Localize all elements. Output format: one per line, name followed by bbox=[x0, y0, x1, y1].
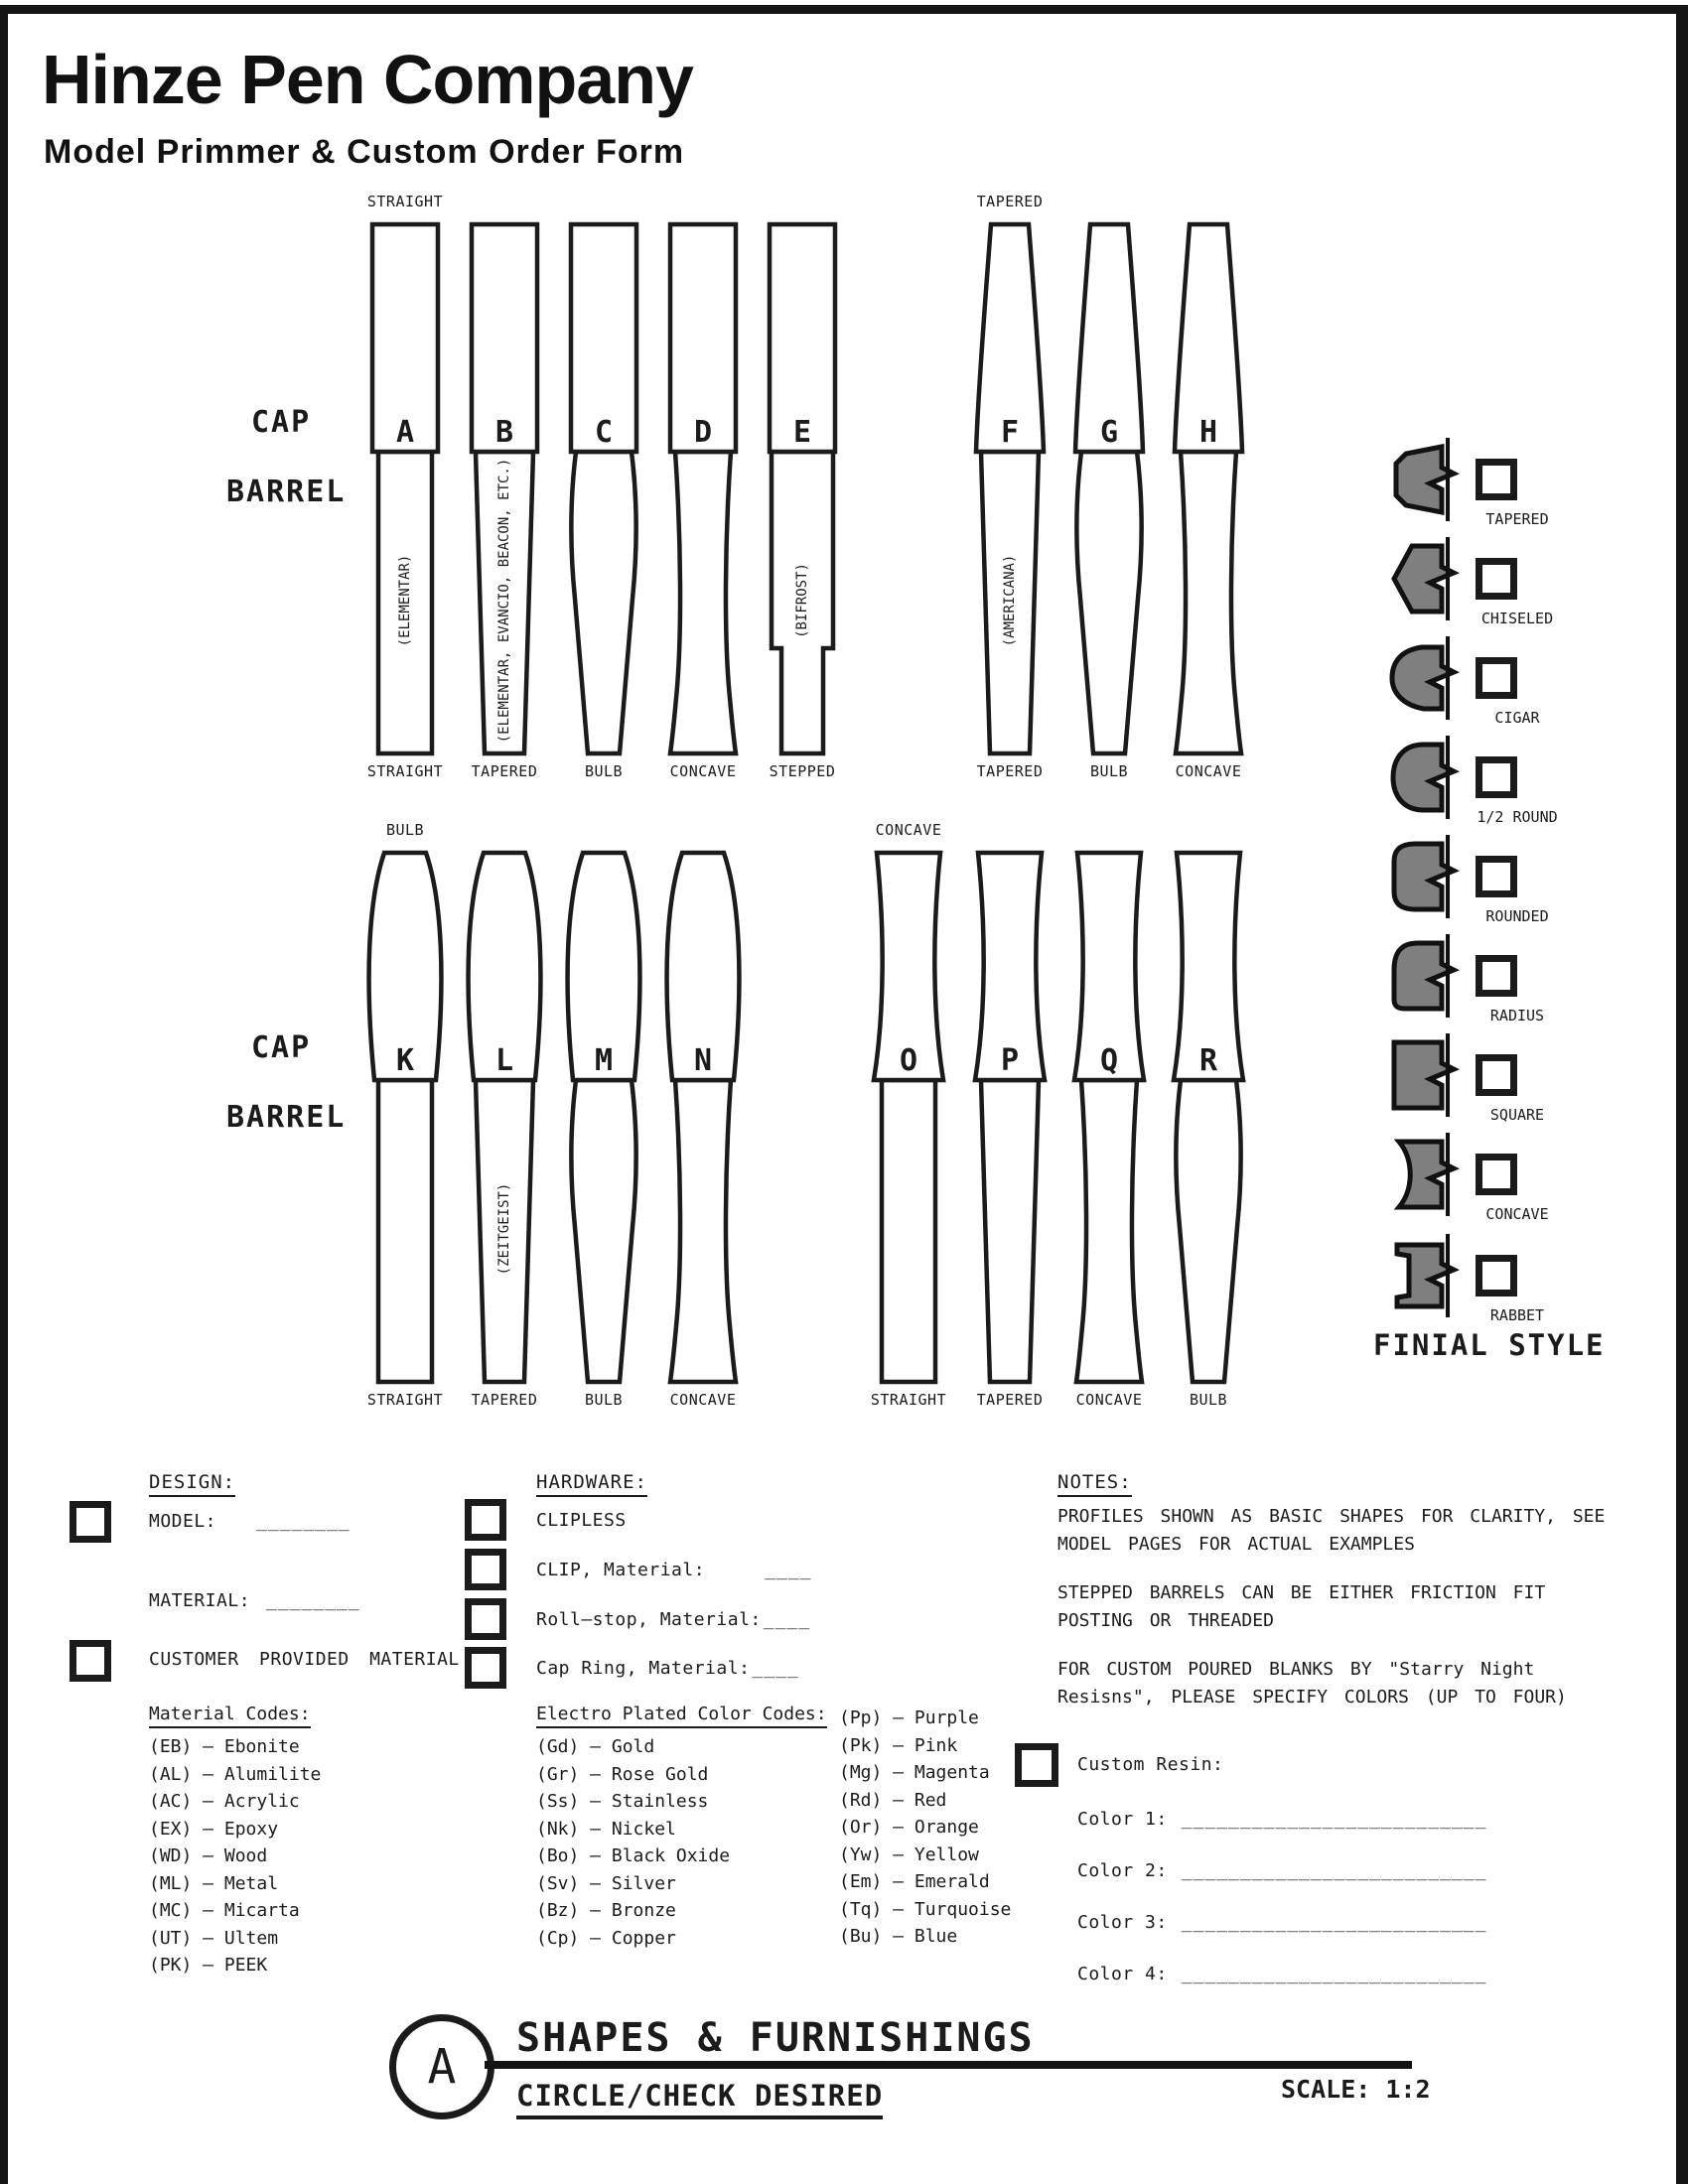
color-row-label: Color 2: bbox=[1077, 1860, 1168, 1881]
plated-codes-heading: Electro Plated Color Codes: bbox=[536, 1704, 827, 1728]
pen-G-profile bbox=[1059, 221, 1159, 757]
barrel-shape-label: TAPERED bbox=[976, 762, 1044, 780]
color-row-3 bbox=[1077, 1912, 1486, 1933]
finial-style-label: CHISELED bbox=[1480, 610, 1554, 627]
hardware-checkbox-0[interactable] bbox=[465, 1499, 506, 1541]
pen-model-vertical-text: (ZEITGEIST) bbox=[496, 1182, 512, 1276]
pen-letter: M bbox=[594, 1043, 614, 1078]
notes-paragraph: FOR CUSTOM POURED BLANKS BY "Starry Night Resisns", PLEASE SPECIFY COLORS (UP TO FOUR) bbox=[1057, 1659, 1567, 1707]
code-list-item: (UT) – Ultem bbox=[149, 1927, 279, 1949]
frame-left bbox=[0, 5, 8, 2184]
code-list-item: (Gr) – Rose Gold bbox=[536, 1763, 709, 1785]
barrel-shape-label: BULB bbox=[584, 762, 624, 780]
pen-M-profile bbox=[554, 850, 653, 1386]
barrel-shape-label: STRAIGHT bbox=[366, 1391, 444, 1409]
finial-style-label: CONCAVE bbox=[1485, 1205, 1549, 1223]
page-subtitle: Model Primmer & Custom Order Form bbox=[44, 133, 685, 171]
color-row-blank[interactable]: __________________________ bbox=[1181, 1964, 1487, 1984]
design-model-label: MODEL: bbox=[149, 1511, 217, 1532]
color-row-label: Color 3: bbox=[1077, 1912, 1168, 1933]
finial-half_round-shape bbox=[1386, 736, 1466, 819]
code-list-item: (WD) – Wood bbox=[149, 1845, 268, 1866]
code-list-item: (MC) – Micarta bbox=[149, 1900, 300, 1921]
code-list-item: (Rd) – Red bbox=[839, 1789, 947, 1811]
pen-P-profile bbox=[960, 850, 1059, 1386]
row1-barrel-label: BARREL bbox=[226, 475, 347, 509]
custom-resin-label: Custom Resin: bbox=[1077, 1754, 1224, 1775]
hardware-item-blank[interactable]: ____ bbox=[763, 1609, 811, 1630]
code-list-item: (PK) – PEEK bbox=[149, 1955, 268, 1976]
pen-letter: O bbox=[899, 1043, 918, 1078]
pen-letter: A bbox=[395, 415, 415, 450]
frame-right bbox=[1676, 5, 1688, 2184]
code-list-item: (Ss) – Stainless bbox=[536, 1791, 709, 1812]
row2-cap-label: CAP bbox=[251, 1030, 312, 1065]
cap-shape-label: BULB bbox=[385, 821, 425, 839]
notes-paragraph: PROFILES SHOWN AS BASIC SHAPES FOR CLARITY, SEE MODEL PAGES FOR ACTUAL EXAMPLES bbox=[1057, 1506, 1606, 1555]
pen-letter: B bbox=[494, 415, 514, 450]
finial-rabbet-checkbox[interactable] bbox=[1476, 1255, 1517, 1297]
cap-shape-label: STRAIGHT bbox=[366, 193, 444, 210]
cap-shape-label: CONCAVE bbox=[875, 821, 942, 839]
pen-letter: L bbox=[494, 1043, 514, 1078]
hardware-item-label: Roll–stop, Material: bbox=[536, 1609, 762, 1630]
hardware-item-blank[interactable]: ____ bbox=[752, 1658, 799, 1679]
finial-style-label: RADIUS bbox=[1489, 1007, 1545, 1024]
footer-divider-line bbox=[485, 2061, 1412, 2069]
code-list-item: (Em) – Emerald bbox=[839, 1871, 990, 1892]
finial-radius-shape bbox=[1386, 934, 1466, 1018]
finial-concave-checkbox[interactable] bbox=[1476, 1154, 1517, 1195]
barrel-shape-label: CONCAVE bbox=[669, 762, 737, 780]
design-material-label: MATERIAL: bbox=[149, 1590, 251, 1611]
color-row-4 bbox=[1077, 1964, 1486, 1984]
code-list-item: (AC) – Acrylic bbox=[149, 1791, 300, 1812]
color-row-blank[interactable]: __________________________ bbox=[1181, 1809, 1487, 1830]
finial-style-label: RABBET bbox=[1489, 1306, 1545, 1324]
page-title: Hinze Pen Company bbox=[42, 41, 693, 118]
barrel-shape-label: CONCAVE bbox=[669, 1391, 737, 1409]
finial-square-shape bbox=[1386, 1033, 1466, 1117]
finial-cigar-shape bbox=[1386, 636, 1466, 720]
barrel-shape-label: TAPERED bbox=[471, 1391, 538, 1409]
hardware-item-label: CLIPLESS bbox=[536, 1510, 627, 1531]
pen-Q-profile bbox=[1059, 850, 1159, 1386]
finial-style-heading: FINIAL STYLE bbox=[1373, 1328, 1606, 1362]
pen-model-vertical-text: (AMERICANA) bbox=[1002, 554, 1018, 647]
design-customer-material-label: CUSTOMER PROVIDED MATERIAL bbox=[149, 1649, 460, 1670]
row1-cap-label: CAP bbox=[251, 405, 312, 440]
finial-rounded-shape bbox=[1386, 835, 1466, 918]
code-list-item: (ML) – Metal bbox=[149, 1872, 279, 1894]
pen-F-profile bbox=[960, 221, 1059, 757]
hardware-item-label: Cap Ring, Material: bbox=[536, 1658, 751, 1679]
row2-barrel-label: BARREL bbox=[226, 1100, 347, 1135]
footer-subtitle: CIRCLE/CHECK DESIRED bbox=[516, 2079, 883, 2119]
pen-letter: C bbox=[594, 415, 614, 450]
footer-title: SHAPES & FURNISHINGS bbox=[516, 2015, 1035, 2061]
pen-model-vertical-text: (ELEMENTAR, EVANCIO, BEACON, ETC.) bbox=[496, 458, 512, 744]
hardware-item bbox=[536, 1609, 810, 1630]
custom-resin-checkbox[interactable] bbox=[1015, 1743, 1058, 1787]
cap-shape-label: TAPERED bbox=[976, 193, 1044, 210]
pen-L-profile bbox=[455, 850, 554, 1386]
pen-letter: N bbox=[693, 1043, 713, 1078]
frame-top bbox=[0, 5, 1688, 14]
finial-radius-checkbox[interactable] bbox=[1476, 955, 1517, 997]
plated-codes-col1 bbox=[536, 1733, 730, 1952]
finial-style-label: ROUNDED bbox=[1485, 907, 1549, 925]
finial-chiseled-shape bbox=[1386, 537, 1466, 620]
barrel-shape-label: BULB bbox=[1189, 1391, 1228, 1409]
pen-letter: P bbox=[1000, 1043, 1020, 1078]
barrel-shape-label: CONCAVE bbox=[1075, 1391, 1143, 1409]
footer-scale: SCALE: 1:2 bbox=[1281, 2075, 1431, 2104]
finial-rabbet-shape bbox=[1386, 1234, 1466, 1317]
code-list-item: (Pp) – Purple bbox=[839, 1707, 979, 1728]
barrel-shape-label: STRAIGHT bbox=[366, 762, 444, 780]
finial-style-label: 1/2 ROUND bbox=[1477, 808, 1558, 826]
color-row-label: Color 4: bbox=[1077, 1964, 1168, 1984]
code-list-item: (Bu) – Blue bbox=[839, 1926, 958, 1947]
barrel-shape-label: BULB bbox=[584, 1391, 624, 1409]
plated-codes-col2 bbox=[839, 1705, 1011, 1951]
pen-letter: Q bbox=[1099, 1043, 1119, 1078]
pen-R-profile bbox=[1159, 850, 1258, 1386]
design-model-blank[interactable]: ________ bbox=[256, 1511, 351, 1532]
color-row-label: Color 1: bbox=[1077, 1809, 1168, 1830]
pen-C-profile bbox=[554, 221, 653, 757]
finial-square-checkbox[interactable] bbox=[1476, 1054, 1517, 1096]
design-material-blank[interactable]: ________ bbox=[266, 1590, 360, 1611]
hardware-item bbox=[536, 1658, 799, 1679]
finial-style-label: SQUARE bbox=[1489, 1106, 1545, 1124]
code-list-item: (Gd) – Gold bbox=[536, 1736, 655, 1757]
notes-paragraphs bbox=[1057, 1503, 1633, 1732]
finial-concave-shape bbox=[1386, 1133, 1466, 1216]
barrel-shape-label: STEPPED bbox=[769, 762, 836, 780]
finial-style-label: TAPERED bbox=[1485, 510, 1549, 528]
finial-chiseled-checkbox[interactable] bbox=[1476, 558, 1517, 600]
pen-letter: G bbox=[1099, 415, 1119, 450]
notes-heading: NOTES: bbox=[1057, 1471, 1132, 1493]
pen-H-profile bbox=[1159, 221, 1258, 757]
pen-letter: K bbox=[395, 1043, 415, 1078]
pen-letter: H bbox=[1198, 415, 1218, 450]
material-codes-heading: Material Codes: bbox=[149, 1704, 311, 1728]
finial-cigar-checkbox[interactable] bbox=[1476, 657, 1517, 699]
code-list-item: (Or) – Orange bbox=[839, 1817, 979, 1838]
hardware-checkbox-1[interactable] bbox=[465, 1549, 506, 1590]
hardware-item-blank[interactable]: ____ bbox=[765, 1560, 812, 1580]
design-heading: DESIGN: bbox=[149, 1471, 235, 1493]
hardware-item bbox=[536, 1560, 811, 1580]
pen-N-profile bbox=[653, 850, 753, 1386]
detail-letter: A bbox=[427, 2039, 457, 2095]
pen-letter: F bbox=[1000, 415, 1020, 450]
finial-half_round-checkbox[interactable] bbox=[1476, 756, 1517, 798]
hardware-checkbox-2[interactable] bbox=[465, 1598, 506, 1640]
pen-letter: D bbox=[693, 415, 713, 450]
pen-E-profile bbox=[753, 221, 852, 757]
pen-O-profile bbox=[859, 850, 958, 1386]
pen-letter: R bbox=[1198, 1043, 1218, 1078]
code-list-item: (Bz) – Bronze bbox=[536, 1900, 676, 1921]
pen-D-profile bbox=[653, 221, 753, 757]
barrel-shape-label: TAPERED bbox=[471, 762, 538, 780]
hardware-item bbox=[536, 1510, 627, 1531]
barrel-shape-label: STRAIGHT bbox=[870, 1391, 947, 1409]
code-list-item: (AL) – Alumilite bbox=[149, 1763, 322, 1785]
code-list-item: (Bo) – Black Oxide bbox=[536, 1845, 731, 1866]
code-list-item: (EB) – Ebonite bbox=[149, 1736, 300, 1757]
finial-rounded-checkbox[interactable] bbox=[1476, 856, 1517, 897]
detail-callout-circle bbox=[389, 2014, 494, 2119]
code-list-item: (Sv) – Silver bbox=[536, 1872, 676, 1894]
pen-model-vertical-text: (BIFROST) bbox=[794, 563, 810, 638]
code-list-item: (Yw) – Yellow bbox=[839, 1843, 979, 1865]
pen-A-profile bbox=[355, 221, 455, 757]
code-list-item: (Mg) – Magenta bbox=[839, 1762, 990, 1783]
code-list-item: (Nk) – Nickel bbox=[536, 1818, 676, 1840]
color-row-blank[interactable]: __________________________ bbox=[1181, 1912, 1487, 1933]
material-codes-list bbox=[149, 1733, 321, 1979]
design-model-checkbox[interactable] bbox=[70, 1501, 111, 1543]
hardware-heading: HARDWARE: bbox=[536, 1471, 647, 1493]
barrel-shape-label: BULB bbox=[1089, 762, 1129, 780]
notes-paragraph: STEPPED BARRELS CAN BE EITHER FRICTION FIT POSTING OR THREADED bbox=[1057, 1582, 1546, 1631]
finial-tapered-shape bbox=[1386, 438, 1466, 521]
code-list-item: (Cp) – Copper bbox=[536, 1927, 676, 1949]
color-row-blank[interactable]: __________________________ bbox=[1181, 1860, 1487, 1881]
pen-letter: E bbox=[792, 415, 812, 450]
barrel-shape-label: TAPERED bbox=[976, 1391, 1044, 1409]
code-list-item: (EX) – Epoxy bbox=[149, 1818, 279, 1840]
color-row-1 bbox=[1077, 1809, 1486, 1830]
design-customer-material-checkbox[interactable] bbox=[70, 1640, 111, 1682]
finial-style-label: CIGAR bbox=[1494, 709, 1540, 727]
finial-tapered-checkbox[interactable] bbox=[1476, 459, 1517, 500]
hardware-item-label: CLIP, Material: bbox=[536, 1560, 706, 1580]
code-list-item: (Pk) – Pink bbox=[839, 1734, 958, 1756]
pen-model-vertical-text: (ELEMENTAR) bbox=[397, 554, 413, 647]
barrel-shape-label: CONCAVE bbox=[1175, 762, 1242, 780]
hardware-checkbox-3[interactable] bbox=[465, 1647, 506, 1689]
code-list-item: (Tq) – Turquoise bbox=[839, 1898, 1012, 1920]
color-row-2 bbox=[1077, 1860, 1486, 1881]
pen-K-profile bbox=[355, 850, 455, 1386]
